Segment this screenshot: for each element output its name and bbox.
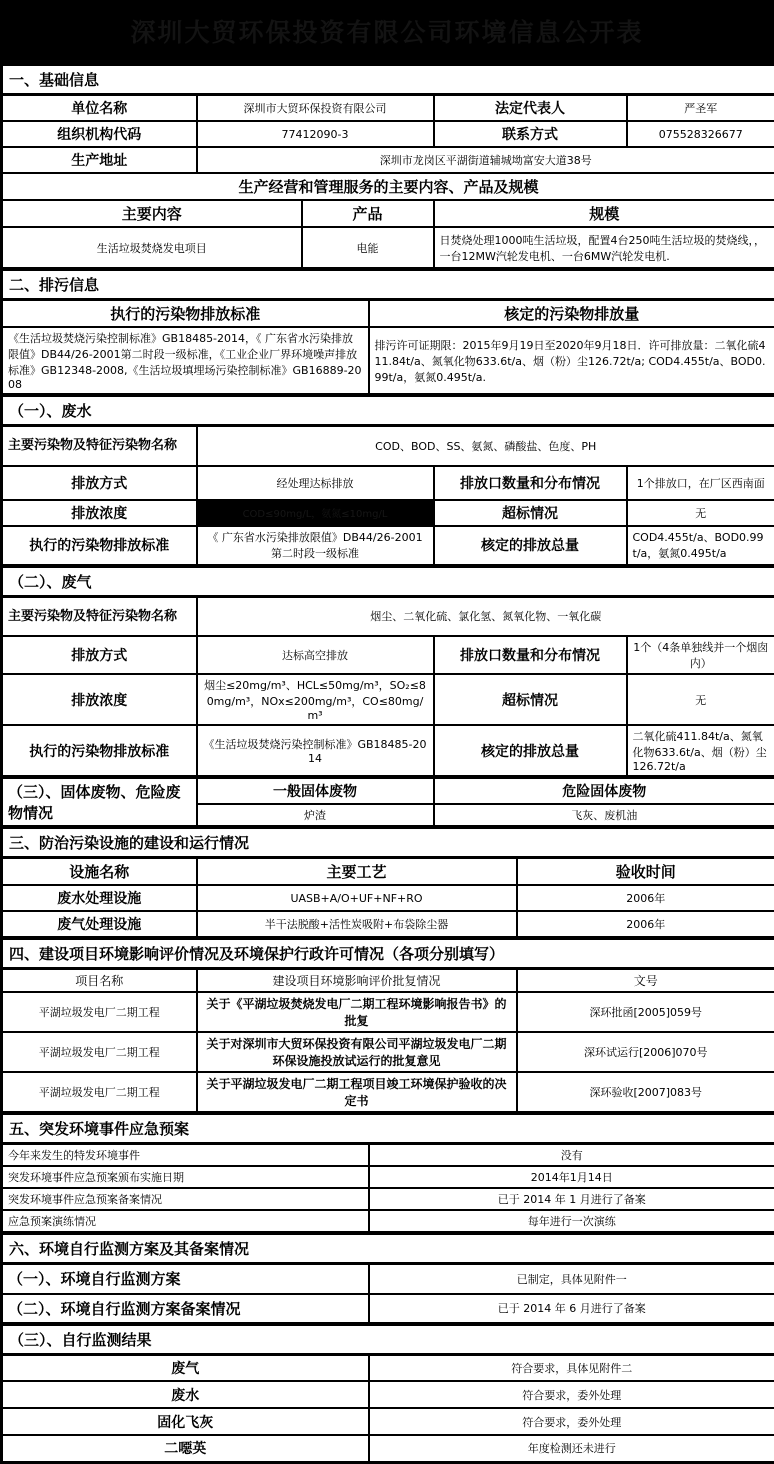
contact-value: 075528326677 bbox=[627, 121, 774, 147]
facility-acceptance: 2006年 bbox=[517, 885, 774, 911]
section6-heading: 六、环境自行监测方案及其备案情况 bbox=[2, 1233, 774, 1264]
wg-total-label: 核定的排放总量 bbox=[434, 725, 627, 777]
ww-discharge-mode-value: 经处理达标排放 bbox=[197, 466, 434, 500]
project-doc-no: 深环批函[2005]059号 bbox=[517, 992, 774, 1032]
section3-heading: 三、防治污染设施的建设和运行情况 bbox=[2, 827, 774, 858]
title-band bbox=[0, 0, 774, 62]
table-row bbox=[2, 1188, 774, 1210]
scale-header: 规模 bbox=[434, 200, 774, 227]
table-row bbox=[2, 1072, 774, 1113]
emergency-row-value: 2014年1月14日 bbox=[369, 1166, 774, 1188]
monitoring-plan-value: 已制定，具体见附件一 bbox=[369, 1264, 774, 1294]
ww-discharge-mode-label: 排放方式 bbox=[2, 466, 197, 500]
result-value: 年度检测还未进行 bbox=[369, 1435, 774, 1462]
section1-heading: 一、基础信息 bbox=[2, 64, 774, 95]
result-label: 固化飞灰 bbox=[2, 1408, 369, 1435]
ww-total-value: COD4.455t/a、BOD0.99t/a，氨氮0.495t/a bbox=[627, 526, 774, 566]
table-row bbox=[2, 1354, 774, 1381]
unit-name-label: 单位名称 bbox=[2, 95, 197, 122]
wastewater-heading: （一）、废水 bbox=[2, 395, 774, 426]
monitoring-record-value: 已于 2014 年 6 月进行了备案 bbox=[369, 1294, 774, 1324]
emergency-row-value: 没有 bbox=[369, 1144, 774, 1167]
wg-discharge-mode-value: 达标高空排放 bbox=[197, 636, 434, 674]
emergency-row-value: 每年进行一次演练 bbox=[369, 1210, 774, 1233]
solidwaste-heading: （三）、固体废物、危险废物情况 bbox=[2, 777, 197, 827]
project-approval: 关于平湖垃圾发电厂二期工程项目竣工环境保护验收的决定书 bbox=[197, 1072, 517, 1113]
ww-concentration-label: 排放浓度 bbox=[2, 500, 197, 526]
result-label: 二噁英 bbox=[2, 1435, 369, 1462]
ww-pollutants-value: COD、BOD、SS、氨氮、磷酸盐、色度、PH bbox=[197, 426, 774, 466]
project-approval: 关于对深圳市大贸环保投资有限公司平湖垃圾发电厂二期环保设施投放试运行的批复意见 bbox=[197, 1032, 517, 1072]
disclosure-table bbox=[0, 62, 774, 1464]
table-row bbox=[2, 1144, 774, 1167]
table-row bbox=[2, 1435, 774, 1462]
facility-name-header: 设施名称 bbox=[2, 858, 197, 886]
contact-label: 联系方式 bbox=[434, 121, 627, 147]
facility-name: 废气处理设施 bbox=[2, 911, 197, 938]
emergency-row-label: 应急预案演练情况 bbox=[2, 1210, 369, 1233]
org-code-label: 组织机构代码 bbox=[2, 121, 197, 147]
wg-outlets-label: 排放口数量和分布情况 bbox=[434, 636, 627, 674]
emergency-row-label: 今年来发生的特发环境事件 bbox=[2, 1144, 369, 1167]
section4-heading: 四、建设项目环境影响评价情况及环境保护行政许可情况（各项分别填写） bbox=[2, 938, 774, 969]
emergency-row-label: 突发环境事件应急预案颁布实施日期 bbox=[2, 1166, 369, 1188]
standards-text: 《生活垃圾焚烧污染控制标准》GB18485-2014，《 广东省水污染排放限值》DB44/26-2001第二时段一级标准，《工业企业厂界环境噪声排放标准》GB12348-2008,《生活垃圾填埋场污染控制标准》GB16889-2008 bbox=[2, 327, 369, 395]
hazardous-solid-value: 飞灰、废机油 bbox=[434, 804, 774, 827]
project-name-header: 项目名称 bbox=[2, 969, 197, 993]
ww-standard-value: 《 广东省水污染排放限值》DB44/26-2001第二时段一级标准 bbox=[197, 526, 434, 566]
monitoring-plan-label: （一）、环境自行监测方案 bbox=[2, 1264, 369, 1294]
process-header: 主要工艺 bbox=[197, 858, 517, 886]
page-title: 深圳大贸环保投资有限公司环境信息公开表 bbox=[130, 13, 643, 49]
org-code-value: 77412090-3 bbox=[197, 121, 434, 147]
project-name: 平湖垃圾发电厂二期工程 bbox=[2, 1032, 197, 1072]
wastegas-heading: （二）、废气 bbox=[2, 566, 774, 597]
result-value: 符合要求，委外处理 bbox=[369, 1408, 774, 1435]
wg-exceed-label: 超标情况 bbox=[434, 674, 627, 725]
business-header: 生产经营和管理服务的主要内容、产品及规模 bbox=[2, 173, 774, 200]
project-approval: 关于《平湖垃圾焚烧发电厂二期工程环境影响报告书》的批复 bbox=[197, 992, 517, 1032]
legal-rep-value: 严圣军 bbox=[627, 95, 774, 122]
wg-standard-label: 执行的污染物排放标准 bbox=[2, 725, 197, 777]
wg-total-value: 二氧化硫411.84t/a、氮氧化物633.6t/a、烟（粉）尘126.72t/a bbox=[627, 725, 774, 777]
general-solid-value: 炉渣 bbox=[197, 804, 434, 827]
main-content-header: 主要内容 bbox=[2, 200, 302, 227]
ww-pollutants-label: 主要污染物及特征污染物名称 bbox=[2, 426, 197, 466]
facility-name: 废水处理设施 bbox=[2, 885, 197, 911]
wg-outlets-value: 1个（4条单独线并一个烟囱内） bbox=[627, 636, 774, 674]
project-name: 平湖垃圾发电厂二期工程 bbox=[2, 992, 197, 1032]
wg-pollutants-value: 烟尘、二氧化硫、氯化氢、氮氧化物、一氧化碳 bbox=[197, 596, 774, 636]
section5-heading: 五、突发环境事件应急预案 bbox=[2, 1113, 774, 1144]
table-row bbox=[2, 992, 774, 1032]
facility-process: UASB+A/O+UF+NF+RO bbox=[197, 885, 517, 911]
result-value: 符合要求，委外处理 bbox=[369, 1381, 774, 1408]
ww-concentration-value-redacted: COD≤90mg/L，氨氮≤10mg/L bbox=[197, 500, 434, 526]
main-content-value: 生活垃圾焚烧发电项目 bbox=[2, 227, 302, 269]
project-doc-no: 深环试运行[2006]070号 bbox=[517, 1032, 774, 1072]
result-label: 废气 bbox=[2, 1354, 369, 1381]
wg-pollutants-label: 主要污染物及特征污染物名称 bbox=[2, 596, 197, 636]
facility-process: 半干法脱酸+活性炭吸附+布袋除尘器 bbox=[197, 911, 517, 938]
approved-header: 核定的污染物排放量 bbox=[369, 300, 774, 328]
result-value: 符合要求，具体见附件二 bbox=[369, 1354, 774, 1381]
table-row bbox=[2, 911, 774, 938]
doc-no-header: 文号 bbox=[517, 969, 774, 993]
wg-concentration-label: 排放浓度 bbox=[2, 674, 197, 725]
product-header: 产品 bbox=[302, 200, 434, 227]
ww-total-label: 核定的排放总量 bbox=[434, 526, 627, 566]
monitoring-results-heading: （三）、自行监测结果 bbox=[2, 1324, 774, 1355]
approved-text: 排污许可证期限：2015年9月19日至2020年9月18日．许可排放量：二氧化硫411.84t/a、氮氧化物633.6t/a、烟（粉）尘126.72t/a; COD4.455t/a、BOD0.99t/a，氨氮0.495t/a. bbox=[369, 327, 774, 395]
ww-exceed-label: 超标情况 bbox=[434, 500, 627, 526]
table-row bbox=[2, 1032, 774, 1072]
ww-outlets-label: 排放口数量和分布情况 bbox=[434, 466, 627, 500]
monitoring-record-label: （二）、环境自行监测方案备案情况 bbox=[2, 1294, 369, 1324]
emergency-row-label: 突发环境事件应急预案备案情况 bbox=[2, 1188, 369, 1210]
table-row bbox=[2, 885, 774, 911]
product-value: 电能 bbox=[302, 227, 434, 269]
standards-header: 执行的污染物排放标准 bbox=[2, 300, 369, 328]
wg-concentration-value: 烟尘≤20mg/m³、HCL≤50mg/m³，SO₂≤80mg/m³，NOx≤200mg/m³，CO≤80mg/m³ bbox=[197, 674, 434, 725]
ww-standard-label: 执行的污染物排放标准 bbox=[2, 526, 197, 566]
approval-header: 建设项目环境影响评价批复情况 bbox=[197, 969, 517, 993]
general-solid-label: 一般固体废物 bbox=[197, 777, 434, 804]
scale-value: 日焚烧处理1000吨生活垃圾，配置4台250吨生活垃圾的焚烧线，，一台12MW汽轮发电机、一台6MW汽轮发电机. bbox=[434, 227, 774, 269]
wg-exceed-value: 无 bbox=[627, 674, 774, 725]
address-label: 生产地址 bbox=[2, 147, 197, 173]
acceptance-header: 验收时间 bbox=[517, 858, 774, 886]
table-row bbox=[2, 1210, 774, 1233]
facility-acceptance: 2006年 bbox=[517, 911, 774, 938]
table-row bbox=[2, 1381, 774, 1408]
project-name: 平湖垃圾发电厂二期工程 bbox=[2, 1072, 197, 1113]
wg-standard-value: 《生活垃圾焚烧污染控制标准》GB18485-2014 bbox=[197, 725, 434, 777]
emergency-row-value: 已于 2014 年 1 月进行了备案 bbox=[369, 1188, 774, 1210]
result-label: 废水 bbox=[2, 1381, 369, 1408]
table-row bbox=[2, 1166, 774, 1188]
address-value: 深圳市龙岗区平湖街道辅城坳富安大道38号 bbox=[197, 147, 774, 173]
wg-discharge-mode-label: 排放方式 bbox=[2, 636, 197, 674]
project-doc-no: 深环验收[2007]083号 bbox=[517, 1072, 774, 1113]
table-row bbox=[2, 1408, 774, 1435]
ww-outlets-value: 1个排放口，在厂区西南面 bbox=[627, 466, 774, 500]
legal-rep-label: 法定代表人 bbox=[434, 95, 627, 122]
hazardous-solid-label: 危险固体废物 bbox=[434, 777, 774, 804]
ww-exceed-value: 无 bbox=[627, 500, 774, 526]
section2-heading: 二、排污信息 bbox=[2, 269, 774, 300]
unit-name-value: 深圳市大贸环保投资有限公司 bbox=[197, 95, 434, 122]
